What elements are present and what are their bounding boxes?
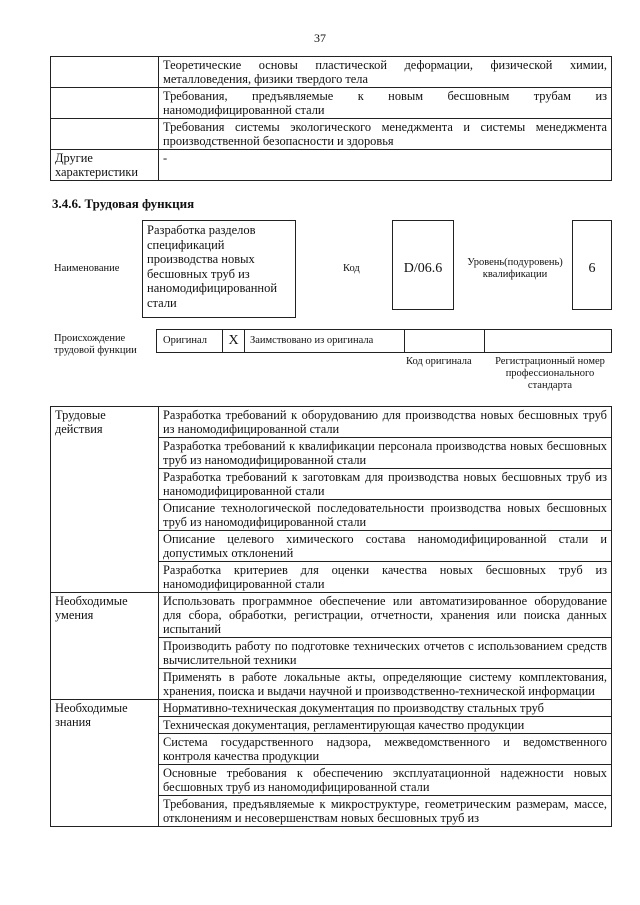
origin-row: [156, 329, 612, 353]
borrowed-label: Заимствовано из оригинала: [245, 330, 405, 352]
origin-label: Происхождение трудовой функции: [54, 333, 137, 356]
group-item: Разработка критериев для оценки качества новых бесшовных труб из наномодифицированной стали: [159, 562, 612, 593]
group-item: Производить работу по подготовке технических отчетов с использованием средств вычислительной техники: [159, 638, 612, 669]
table-row: [51, 119, 612, 150]
level-label: Уровень(подуровень) квалификации: [467, 257, 563, 280]
level-box: 6: [572, 220, 612, 310]
original-mark: X: [223, 330, 245, 352]
reg-number-caption: Регистрационный номер профессионального стандарта: [495, 356, 605, 391]
function-name-box: Разработка разделов спецификаций производства новых бесшовных труб из наномодифицированной стали: [142, 220, 296, 318]
row-text: Теоретические основы пластической деформации, физической химии, металловедения, физики твердого тела: [159, 57, 612, 88]
original-label: Оригинал: [157, 330, 223, 352]
reg-number-cell: [485, 330, 611, 352]
group-label: Необходимые умения: [51, 593, 159, 700]
page-number: 37: [314, 31, 326, 45]
group-item: Разработка требований к заготовкам для производства новых бесшовных труб из наномодифицированной стали: [159, 469, 612, 500]
group-item: Разработка требований к квалификации персонала производства новых бесшовных труб из наномодифицированной стали: [159, 438, 612, 469]
row-text: Требования, предъявляемые к новым бесшовным трубам из наномодифицированной стали: [159, 88, 612, 119]
row-label: [51, 88, 159, 119]
group-item: Применять в работе локальные акты, определяющие систему комплектования, хранения, поиска и выдачи научной и производственно-технической информации: [159, 669, 612, 700]
group-item: Система государственного надзора, межведомственного и ведомственного контроля качества продукции: [159, 734, 612, 765]
table-row: [51, 57, 612, 88]
table-row: [51, 700, 612, 717]
continuation-table: [50, 56, 612, 181]
table-row: [51, 88, 612, 119]
row-text: Требования системы экологического менеджмента и системы менеджмента производственной безопасности и здоровья: [159, 119, 612, 150]
code-original-cell: [405, 330, 485, 352]
group-item: Использовать программное обеспечение или автоматизированное оборудование для сбора, обработки, регистрации, отчетности, хранения или поиска данных испытаний: [159, 593, 612, 638]
group-item: Техническая документация, регламентирующая качество продукции: [159, 717, 612, 734]
function-details-table: [50, 406, 612, 827]
table-row: [51, 407, 612, 438]
name-label: Наименование: [54, 263, 120, 274]
group-label: Трудовые действия: [51, 407, 159, 593]
row-label: [51, 57, 159, 88]
group-item: Описание целевого химического состава наномодифицированной стали и допустимых отклонений: [159, 531, 612, 562]
code-label: Код: [343, 263, 360, 274]
row-label: Другие характеристики: [51, 150, 159, 181]
row-label: [51, 119, 159, 150]
group-item: Разработка требований к оборудованию для производства новых бесшовных труб из наномодифицированной стали: [159, 407, 612, 438]
group-item: Основные требования к обеспечению эксплуатационной надежности новых бесшовных труб из наномодифицированной стали: [159, 765, 612, 796]
code-original-caption: Код оригинала: [406, 356, 472, 367]
group-item: Описание технологической последовательности производства новых бесшовных труб из наномодифицированной стали: [159, 500, 612, 531]
table-row: [51, 593, 612, 638]
row-text: -: [159, 150, 612, 181]
group-label: Необходимые знания: [51, 700, 159, 827]
function-code-box: D/06.6: [392, 220, 454, 310]
section-title: 3.4.6. Трудовая функция: [52, 196, 195, 211]
group-item: Требования, предъявляемые к микроструктуре, геометрическим размерам, массе, отклонениям и несовершенствам новых бесшовных труб из: [159, 796, 612, 827]
group-item: Нормативно-техническая документация по производству стальных труб: [159, 700, 612, 717]
table-row: [51, 150, 612, 181]
